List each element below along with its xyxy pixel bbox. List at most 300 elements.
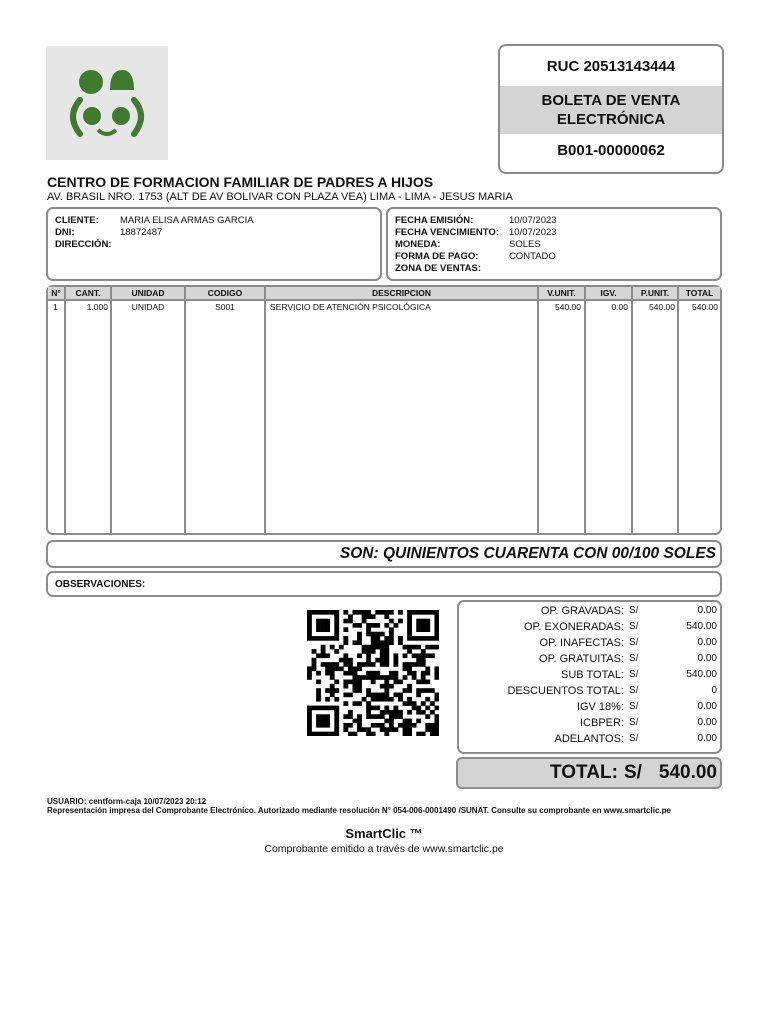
qr-module [339, 666, 344, 671]
column-divider [537, 287, 539, 533]
user-info: USUARIO: centform-caja 10/07/2023 20:12 [47, 797, 207, 806]
qr-module [416, 636, 421, 641]
qr-module [348, 614, 353, 619]
qr-module [398, 619, 403, 624]
qr-module [398, 723, 403, 728]
qr-module [425, 706, 430, 711]
qr-module [357, 675, 362, 680]
total-currency: S/ [629, 653, 639, 664]
qr-module [389, 710, 394, 715]
qr-module [325, 627, 330, 632]
qr-module [325, 619, 330, 624]
column-divider [677, 287, 679, 533]
qr-module [353, 671, 358, 676]
qr-module [343, 671, 348, 676]
qr-module [375, 658, 380, 663]
qr-module [348, 732, 353, 736]
qr-module [316, 619, 321, 624]
qr-module [348, 671, 353, 676]
qr-module [330, 671, 335, 676]
col-header-qty: CANT. [66, 287, 110, 299]
qr-module [357, 680, 362, 685]
qr-module [425, 610, 430, 615]
qr-module [330, 688, 335, 693]
due-date: 10/07/2023 [509, 227, 557, 238]
col-header-description: DESCRIPCION [266, 287, 537, 299]
qr-module [434, 723, 439, 728]
qr-module [421, 680, 426, 685]
qr-module [375, 636, 380, 641]
qr-module [425, 653, 430, 658]
qr-module [403, 645, 408, 650]
qr-module [348, 680, 353, 685]
qr-module [371, 632, 376, 637]
qr-module [316, 714, 321, 719]
qr-module [389, 640, 394, 645]
total-currency: S/ [629, 685, 639, 696]
qr-module [357, 719, 362, 724]
qr-module [434, 693, 439, 698]
qr-module [357, 623, 362, 628]
qr-module [316, 627, 321, 632]
qr-module [389, 610, 394, 615]
qr-module [407, 627, 412, 632]
qr-module [325, 653, 330, 658]
qr-module [389, 632, 394, 637]
qr-module [357, 662, 362, 667]
col-header-number: N° [48, 287, 64, 299]
qr-module [380, 653, 385, 658]
qr-module [366, 645, 371, 650]
qr-module [380, 697, 385, 702]
qr-module [366, 710, 371, 715]
qr-module [407, 697, 412, 702]
qr-module [343, 653, 348, 658]
qr-module [371, 693, 376, 698]
qr-module [384, 623, 389, 628]
qr-module [353, 701, 358, 706]
qr-module [430, 636, 435, 641]
qr-module [371, 680, 376, 685]
qr-module [425, 619, 430, 624]
client-label: CLIENTE: [55, 215, 99, 226]
qr-module [380, 645, 385, 650]
company-address: AV. BRASIL NRO. 1753 (ALT DE AV BOLIVAR CON PLAZA VEA) LIMA - LIMA - JESUS MARIA [47, 191, 513, 203]
qr-module [316, 680, 321, 685]
amount-in-words: SON: QUINIENTOS CUARENTA CON 00/100 SOLES [339, 545, 716, 562]
qr-module [312, 649, 317, 654]
qr-module [393, 658, 398, 663]
qr-module [348, 723, 353, 728]
row-description: SERVICIO DE ATENCIÓN PSICOLÓGICA [270, 302, 431, 312]
qr-module [389, 719, 394, 724]
total-row [459, 733, 720, 749]
total-row [459, 621, 720, 637]
qr-module [384, 697, 389, 702]
qr-module [398, 710, 403, 715]
qr-module [384, 675, 389, 680]
qr-module [343, 640, 348, 645]
total-label: ADELANTOS: [554, 733, 624, 745]
qr-module [380, 658, 385, 663]
qr-module [421, 701, 426, 706]
qr-code [307, 610, 439, 736]
qr-module [407, 732, 412, 736]
qr-module [362, 662, 367, 667]
qr-module [312, 706, 317, 711]
qr-module [407, 671, 412, 676]
qr-module [357, 653, 362, 658]
table-header-divider [48, 299, 720, 301]
qr-module [321, 636, 326, 641]
qr-module [380, 727, 385, 732]
qr-module [407, 727, 412, 732]
qr-module [393, 680, 398, 685]
qr-module [330, 693, 335, 698]
qr-module [425, 714, 430, 719]
qr-module [412, 675, 417, 680]
qr-module [389, 636, 394, 641]
qr-module [380, 640, 385, 645]
qr-module [380, 714, 385, 719]
qr-module [389, 684, 394, 689]
row-igv: 0.00 [611, 302, 628, 312]
qr-module [416, 645, 421, 650]
qr-module [321, 627, 326, 632]
qr-module [375, 697, 380, 702]
qr-module [416, 623, 421, 628]
total-row [459, 669, 720, 685]
qr-module [325, 719, 330, 724]
qr-module [362, 614, 367, 619]
total-label: SUB TOTAL: [561, 669, 624, 681]
qr-module [334, 623, 339, 628]
client-info-box [46, 207, 382, 281]
qr-module [425, 645, 430, 650]
sales-zone-label: ZONA DE VENTAS: [395, 263, 482, 274]
qr-module [416, 658, 421, 663]
qr-module [389, 675, 394, 680]
qr-module [434, 623, 439, 628]
qr-module [375, 706, 380, 711]
qr-module [366, 727, 371, 732]
qr-module [407, 662, 412, 667]
qr-module [375, 640, 380, 645]
column-divider [110, 287, 112, 533]
qr-module [357, 727, 362, 732]
qr-module [366, 706, 371, 711]
qr-module [393, 675, 398, 680]
qr-module [384, 653, 389, 658]
qr-module [353, 680, 358, 685]
qr-module [416, 627, 421, 632]
qr-module [398, 610, 403, 615]
qr-module [434, 614, 439, 619]
total-value: 0.00 [697, 605, 717, 616]
qr-module [421, 619, 426, 624]
qr-module [389, 619, 394, 624]
qr-module [307, 732, 312, 736]
qr-module [434, 671, 439, 676]
grand-total-currency: S/ [624, 762, 642, 783]
qr-module [384, 636, 389, 641]
currency-label: MONEDA: [395, 239, 441, 250]
qr-module [357, 701, 362, 706]
qr-module [334, 619, 339, 624]
qr-module [384, 680, 389, 685]
qr-module [307, 619, 312, 624]
qr-module [430, 645, 435, 650]
ruc-number: RUC 20513143444 [546, 58, 676, 75]
qr-module [348, 710, 353, 715]
qr-module [393, 623, 398, 628]
qr-module [421, 732, 426, 736]
qr-module [357, 723, 362, 728]
qr-module [421, 649, 426, 654]
qr-module [425, 688, 430, 693]
qr-module [384, 614, 389, 619]
qr-module [421, 688, 426, 693]
document-type [500, 86, 722, 134]
qr-module [430, 610, 435, 615]
qr-module [334, 688, 339, 693]
qr-module [380, 610, 385, 615]
qr-module [416, 610, 421, 615]
qr-module [403, 688, 408, 693]
total-row [459, 653, 720, 669]
qr-module [325, 636, 330, 641]
qr-module [353, 684, 358, 689]
qr-module [334, 649, 339, 654]
qr-module [366, 649, 371, 654]
qr-module [343, 619, 348, 624]
qr-module [371, 723, 376, 728]
qr-module [357, 684, 362, 689]
qr-module [343, 636, 348, 641]
qr-module [380, 632, 385, 637]
qr-module [366, 671, 371, 676]
qr-module [366, 623, 371, 628]
grand-total-value: 540.00 [658, 762, 717, 783]
qr-module [371, 675, 376, 680]
issue-date: 10/07/2023 [509, 215, 557, 226]
qr-module [389, 627, 394, 632]
qr-module [348, 619, 353, 624]
qr-module [434, 636, 439, 641]
qr-module [375, 714, 380, 719]
qr-module [330, 636, 335, 641]
total-currency: S/ [629, 669, 639, 680]
qr-module [416, 662, 421, 667]
qr-module [403, 653, 408, 658]
qr-module [434, 732, 439, 736]
qr-module [371, 714, 376, 719]
col-header-igv: IGV. [586, 287, 631, 299]
legal-notice: Representación impresa del Comprobante Electrónico. Autorizado mediante resolución N° 054-006-0001490 /SUNAT. Consulte su comprobante en www.smartclic.pe [47, 806, 671, 815]
total-value: 0.00 [697, 653, 717, 664]
qr-module [334, 706, 339, 711]
qr-module [330, 732, 335, 736]
qr-module [384, 658, 389, 663]
qr-module [375, 675, 380, 680]
qr-module [398, 636, 403, 641]
qr-module [316, 706, 321, 711]
qr-module [430, 723, 435, 728]
qr-module [384, 732, 389, 736]
qr-module [371, 649, 376, 654]
qr-module [389, 714, 394, 719]
brand-subtitle: Comprobante emitido a través de www.smartclic.pe [264, 843, 504, 855]
qr-module [307, 710, 312, 715]
qr-module [393, 714, 398, 719]
qr-module [330, 645, 335, 650]
qr-module [325, 662, 330, 667]
observations-box [46, 571, 722, 597]
qr-module [325, 671, 330, 676]
qr-module [339, 645, 344, 650]
qr-module [393, 653, 398, 658]
qr-module [434, 719, 439, 724]
family-logo-icon [46, 46, 168, 160]
qr-module [384, 688, 389, 693]
qr-module [334, 710, 339, 715]
qr-module [334, 714, 339, 719]
qr-module [416, 653, 421, 658]
document-number: B001-00000062 [557, 142, 665, 159]
qr-module [316, 719, 321, 724]
qr-module [307, 723, 312, 728]
col-header-unit-value: V.UNIT. [539, 287, 584, 299]
qr-module [389, 723, 394, 728]
total-currency: S/ [629, 637, 639, 648]
total-label: DESCUENTOS TOTAL: [507, 685, 624, 697]
qr-module [325, 714, 330, 719]
qr-module [330, 684, 335, 689]
currency-value: SOLES [509, 239, 541, 250]
qr-module [316, 653, 321, 658]
column-divider [584, 287, 586, 533]
amount-in-words-box [46, 540, 722, 568]
total-value: 540.00 [686, 669, 717, 680]
qr-module [343, 627, 348, 632]
qr-module [343, 610, 348, 615]
qr-module [393, 662, 398, 667]
qr-module [366, 688, 371, 693]
col-header-unit-price: P.UNIT. [633, 287, 677, 299]
qr-module [434, 619, 439, 624]
qr-module [371, 623, 376, 628]
total-value: 0.00 [697, 717, 717, 728]
qr-module [343, 723, 348, 728]
qr-module [407, 614, 412, 619]
qr-module [366, 632, 371, 637]
qr-module [384, 662, 389, 667]
qr-module [334, 719, 339, 724]
document-type-line2: ELECTRÓNICA [556, 111, 666, 128]
qr-module [425, 697, 430, 702]
qr-module [421, 671, 426, 676]
qr-module [362, 675, 367, 680]
qr-module [334, 727, 339, 732]
qr-module [371, 732, 376, 736]
qr-module [375, 632, 380, 637]
qr-module [407, 684, 412, 689]
qr-module [353, 719, 358, 724]
qr-module [434, 645, 439, 650]
qr-module [307, 632, 312, 637]
qr-module [416, 680, 421, 685]
qr-module [425, 623, 430, 628]
qr-module [421, 658, 426, 663]
qr-module [434, 714, 439, 719]
qr-module [348, 666, 353, 671]
qr-module [325, 688, 330, 693]
qr-module [343, 684, 348, 689]
total-currency: S/ [629, 717, 639, 728]
qr-module [353, 666, 358, 671]
row-qty: 1.000 [86, 302, 108, 312]
qr-module [316, 636, 321, 641]
qr-module [375, 723, 380, 728]
qr-module [421, 636, 426, 641]
qr-module [334, 614, 339, 619]
payment-method-label: FORMA DE PAGO: [395, 251, 479, 262]
qr-module [375, 645, 380, 650]
qr-module [425, 723, 430, 728]
brand-name: SmartClic ™ [345, 826, 423, 841]
qr-module [325, 732, 330, 736]
qr-module [407, 710, 412, 715]
qr-module [339, 658, 344, 663]
column-divider [264, 287, 266, 533]
qr-module [362, 649, 367, 654]
qr-module [389, 697, 394, 702]
qr-module [362, 619, 367, 624]
total-row [459, 685, 720, 701]
qr-module [434, 666, 439, 671]
qr-module [416, 706, 421, 711]
qr-module [348, 693, 353, 698]
qr-module [403, 732, 408, 736]
qr-module [375, 623, 380, 628]
qr-module [321, 732, 326, 736]
qr-module [348, 658, 353, 663]
total-value: 0.00 [697, 733, 717, 744]
company-name: CENTRO DE FORMACION FAMILIAR DE PADRES A HIJOS [47, 174, 434, 190]
row-total: 540.00 [692, 302, 718, 312]
qr-module [343, 693, 348, 698]
qr-module [353, 732, 358, 736]
observations-label: OBSERVACIONES: [55, 579, 146, 590]
qr-module [412, 701, 417, 706]
qr-module [330, 662, 335, 667]
qr-module [366, 675, 371, 680]
qr-module [393, 727, 398, 732]
column-divider [631, 287, 633, 533]
qr-module [371, 706, 376, 711]
qr-module [325, 697, 330, 702]
qr-module [321, 653, 326, 658]
qr-module [425, 627, 430, 632]
qr-module [380, 723, 385, 728]
qr-module [412, 662, 417, 667]
qr-module [384, 649, 389, 654]
qr-module [403, 723, 408, 728]
qr-module [393, 706, 398, 711]
qr-module [407, 645, 412, 650]
document-type-line1: BOLETA DE VENTA [541, 92, 681, 109]
qr-module [407, 610, 412, 615]
